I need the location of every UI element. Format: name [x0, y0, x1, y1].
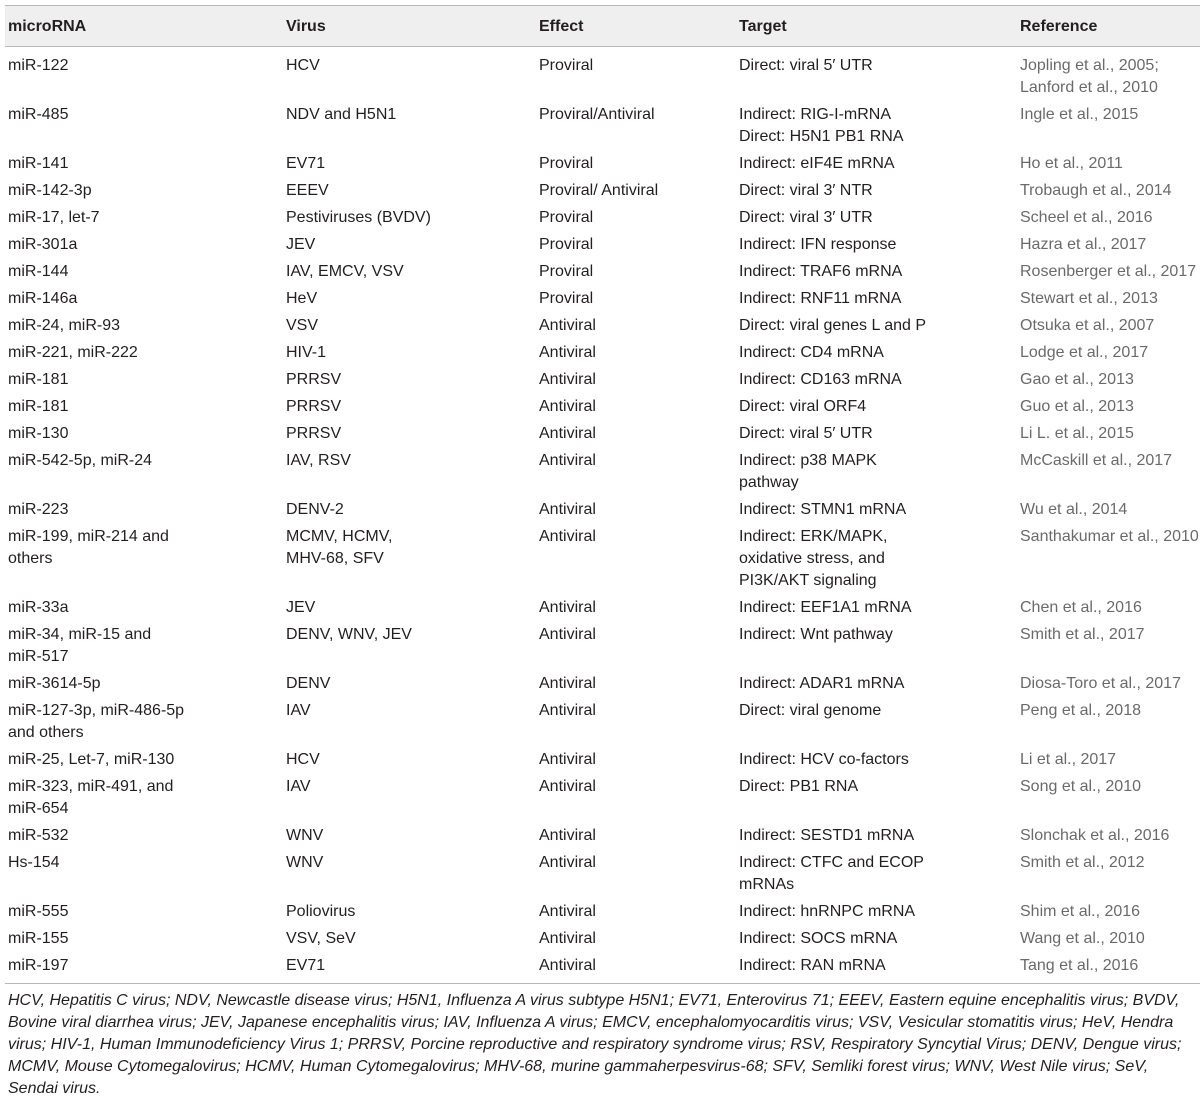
cell-effect: Proviral [539, 155, 594, 172]
cell-reference: Trobaugh et al., 2014 [1020, 182, 1172, 199]
cell-target: Indirect: STMN1 mRNA [739, 501, 907, 518]
cell-target: Indirect: SOCS mRNA [739, 930, 898, 947]
cell-virus: JEV [286, 599, 316, 616]
cell-virus: DENV-2 [286, 501, 344, 518]
cell-microrna: miR-141 [8, 155, 69, 172]
cell-effect: Proviral [539, 290, 594, 307]
cell-target: Indirect: EEF1A1 mRNA [739, 599, 912, 616]
cell-reference: Tang et al., 2016 [1020, 957, 1139, 974]
cell-effect: Antiviral [539, 425, 596, 442]
cell-reference: Wang et al., 2010 [1020, 930, 1145, 947]
cell-microrna: miR-33a [8, 599, 69, 616]
table-row [5, 697, 1200, 746]
cell-effect: Antiviral [539, 528, 596, 545]
cell-effect: Antiviral [539, 675, 596, 692]
cell-microrna: miR-155 [8, 930, 69, 947]
cell-microrna: Hs-154 [8, 854, 60, 871]
table-row [5, 231, 1200, 258]
cell-target: Indirect: ADAR1 mRNA [739, 675, 905, 692]
cell-target: Indirect: SESTD1 mRNA [739, 827, 915, 844]
cell-reference: Slonchak et al., 2016 [1020, 827, 1170, 844]
cell-effect: Proviral/ Antiviral [539, 182, 659, 199]
table-row [5, 339, 1200, 366]
cell-effect: Antiviral [539, 827, 596, 844]
cell-target: Direct: viral 3′ NTR [739, 182, 873, 199]
cell-virus: EV71 [286, 957, 326, 974]
cell-effect: Antiviral [539, 398, 596, 415]
cell-virus: Pestiviruses (BVDV) [286, 209, 431, 226]
cell-effect: Antiviral [539, 371, 596, 388]
cell-microrna: miR-142-3p [8, 182, 92, 199]
table-row [5, 952, 1200, 984]
cell-microrna: miR-130 [8, 425, 69, 442]
table-row [5, 177, 1200, 204]
cell-virus: PRRSV [286, 398, 342, 415]
cell-target: Indirect: p38 MAPK pathway [739, 452, 877, 491]
cell-target: Direct: viral 5′ UTR [739, 425, 873, 442]
cell-virus: HCV [286, 751, 320, 768]
table-container [5, 5, 1199, 1100]
cell-target: Direct: viral 3′ UTR [739, 209, 873, 226]
cell-reference: Santhakumar et al., 2010 [1020, 528, 1199, 545]
cell-target: Indirect: HCV co-factors [739, 751, 909, 768]
cell-microrna: miR-3614-5p [8, 675, 101, 692]
cell-reference: Li et al., 2017 [1020, 751, 1117, 768]
cell-target: Direct: viral 5′ UTR [739, 57, 873, 74]
cell-effect: Antiviral [539, 317, 596, 334]
cell-effect: Proviral [539, 209, 594, 226]
cell-virus: VSV, SeV [286, 930, 356, 947]
cell-effect: Antiviral [539, 751, 596, 768]
cell-virus: DENV, WNV, JEV [286, 626, 412, 643]
table-row [5, 523, 1200, 594]
cell-virus: EEEV [286, 182, 329, 199]
cell-reference: Hazra et al., 2017 [1020, 236, 1147, 253]
table-row [5, 849, 1200, 898]
cell-reference: Li L. et al., 2015 [1020, 425, 1134, 442]
cell-virus: EV71 [286, 155, 326, 172]
cell-reference: Guo et al., 2013 [1020, 398, 1134, 415]
cell-virus: JEV [286, 236, 316, 253]
table-row [5, 258, 1200, 285]
header-virus: Virus [286, 18, 326, 35]
table-row [5, 670, 1200, 697]
cell-target: Indirect: RIG-I-mRNA Direct: H5N1 PB1 RNA [739, 106, 904, 145]
table-row [5, 420, 1200, 447]
cell-virus: IAV, EMCV, VSV [286, 263, 404, 280]
cell-target: Indirect: CD4 mRNA [739, 344, 884, 361]
table-row [5, 150, 1200, 177]
microrna-table [5, 5, 1200, 984]
cell-reference: Peng et al., 2018 [1020, 702, 1141, 719]
cell-target: Indirect: TRAF6 mRNA [739, 263, 903, 280]
cell-target: Indirect: IFN response [739, 236, 897, 253]
cell-reference: Smith et al., 2012 [1020, 854, 1145, 871]
cell-effect: Proviral [539, 236, 594, 253]
cell-target: Indirect: eIF4E mRNA [739, 155, 895, 172]
cell-reference: Rosenberger et al., 2017 [1020, 263, 1197, 280]
header-row [5, 6, 1200, 47]
cell-target: Indirect: hnRNPC mRNA [739, 903, 916, 920]
cell-virus: IAV [286, 778, 311, 795]
cell-effect: Antiviral [539, 930, 596, 947]
cell-virus: WNV [286, 827, 324, 844]
table-row [5, 312, 1200, 339]
table-row [5, 594, 1200, 621]
cell-reference: Shim et al., 2016 [1020, 903, 1141, 920]
cell-virus: VSV [286, 317, 319, 334]
cell-virus: PRRSV [286, 371, 342, 388]
cell-microrna: miR-146a [8, 290, 78, 307]
cell-virus: HeV [286, 290, 318, 307]
cell-target: Indirect: Wnt pathway [739, 626, 893, 643]
cell-reference: Ho et al., 2011 [1020, 155, 1123, 172]
cell-reference: Wu et al., 2014 [1020, 501, 1128, 518]
cell-virus: PRRSV [286, 425, 342, 442]
cell-effect: Antiviral [539, 599, 596, 616]
table-footnote: HCV, Hepatitis C virus; NDV, Newcastle disease virus; H5N1, Influenza A virus subtype H5N1; EV71, Enterovirus 71; EEEV, Eastern equine encephalitis virus; BVDV, Bovine viral diarrhea virus; JEV, Japanese encephalitis virus; IAV, Influenza A virus; EMCV, encephalomyocarditis virus; VSV, Vesicular stomatitis virus; HeV, Hendra virus; HIV-1, Human Immunodeficiency Virus 1; PRRSV, Porcine reproductive and respiratory syndrome virus; RSV, Respiratory Syncytial Virus; DENV, Dengue virus; MCMV, Mouse Cytomegalovirus; HCMV, Human Cytomegalovirus; MHV-68, murine gammaherpesvirus-68; SFV, Semliki forest virus; WNV, West Nile virus; SeV, Sendai virus. [8, 992, 1182, 1097]
cell-microrna: miR-144 [8, 263, 69, 280]
table-header [5, 6, 1200, 47]
table-row [5, 366, 1200, 393]
cell-microrna: miR-532 [8, 827, 69, 844]
cell-reference: Smith et al., 2017 [1020, 626, 1145, 643]
table-row [5, 447, 1200, 496]
cell-virus: HIV-1 [286, 344, 327, 361]
cell-microrna: miR-301a [8, 236, 78, 253]
table-row [5, 101, 1200, 150]
cell-microrna: miR-485 [8, 106, 69, 123]
cell-effect: Antiviral [539, 957, 596, 974]
cell-microrna: miR-34, miR-15 and miR-517 [8, 626, 152, 665]
cell-virus: Poliovirus [286, 903, 356, 920]
cell-microrna: miR-25, Let-7, miR-130 [8, 751, 175, 768]
cell-reference: Jopling et al., 2005; Lanford et al., 2010 [1020, 57, 1159, 96]
table-row [5, 204, 1200, 231]
table-row [5, 621, 1200, 670]
cell-microrna: miR-181 [8, 371, 69, 388]
cell-virus: MCMV, HCMV, MHV-68, SFV [286, 528, 393, 567]
table-row [5, 773, 1200, 822]
cell-target: Direct: PB1 RNA [739, 778, 859, 795]
cell-effect: Antiviral [539, 452, 596, 469]
cell-effect: Antiviral [539, 903, 596, 920]
cell-microrna: miR-17, let-7 [8, 209, 100, 226]
cell-reference: Otsuka et al., 2007 [1020, 317, 1155, 334]
table-row [5, 47, 1200, 102]
cell-effect: Antiviral [539, 778, 596, 795]
table-row [5, 285, 1200, 312]
cell-reference: Lodge et al., 2017 [1020, 344, 1149, 361]
cell-microrna: miR-122 [8, 57, 69, 74]
cell-microrna: miR-127-3p, miR-486-5p and others [8, 702, 185, 741]
cell-virus: WNV [286, 854, 324, 871]
header-microrna: microRNA [8, 18, 87, 35]
table-row [5, 496, 1200, 523]
cell-target: Direct: viral genes L and P [739, 317, 927, 334]
table-row [5, 393, 1200, 420]
cell-target: Indirect: RNF11 mRNA [739, 290, 902, 307]
cell-microrna: miR-181 [8, 398, 69, 415]
cell-microrna: miR-221, miR-222 [8, 344, 138, 361]
cell-target: Indirect: RAN mRNA [739, 957, 886, 974]
cell-virus: NDV and H5N1 [286, 106, 397, 123]
cell-microrna: miR-555 [8, 903, 69, 920]
header-reference: Reference [1020, 18, 1098, 35]
cell-virus: HCV [286, 57, 320, 74]
cell-target: Direct: viral ORF4 [739, 398, 867, 415]
cell-microrna: miR-199, miR-214 and others [8, 528, 169, 567]
cell-reference: Gao et al., 2013 [1020, 371, 1134, 388]
table-row [5, 822, 1200, 849]
cell-microrna: miR-323, miR-491, and miR-654 [8, 778, 174, 817]
cell-microrna: miR-223 [8, 501, 69, 518]
cell-reference: McCaskill et al., 2017 [1020, 452, 1173, 469]
cell-virus: DENV [286, 675, 331, 692]
cell-virus: IAV, RSV [286, 452, 351, 469]
cell-reference: Chen et al., 2016 [1020, 599, 1142, 616]
cell-reference: Diosa-Toro et al., 2017 [1020, 675, 1181, 692]
cell-effect: Antiviral [539, 626, 596, 643]
cell-effect: Antiviral [539, 854, 596, 871]
cell-reference: Song et al., 2010 [1020, 778, 1141, 795]
cell-target: Direct: viral genome [739, 702, 882, 719]
cell-target: Indirect: CD163 mRNA [739, 371, 902, 388]
table-row [5, 898, 1200, 925]
cell-target: Indirect: ERK/MAPK, oxidative stress, and PI3K/AKT signaling [739, 528, 888, 589]
cell-microrna: miR-24, miR-93 [8, 317, 121, 334]
cell-effect: Proviral [539, 57, 594, 74]
cell-effect: Proviral [539, 263, 594, 280]
cell-microrna: miR-542-5p, miR-24 [8, 452, 153, 469]
cell-effect: Antiviral [539, 344, 596, 361]
table-body [5, 47, 1200, 984]
cell-effect: Proviral/Antiviral [539, 106, 655, 123]
table-row [5, 746, 1200, 773]
cell-virus: IAV [286, 702, 311, 719]
table-row [5, 925, 1200, 952]
cell-reference: Ingle et al., 2015 [1020, 106, 1139, 123]
cell-reference: Scheel et al., 2016 [1020, 209, 1153, 226]
cell-reference: Stewart et al., 2013 [1020, 290, 1158, 307]
cell-microrna: miR-197 [8, 957, 69, 974]
cell-effect: Antiviral [539, 501, 596, 518]
header-target: Target [739, 18, 787, 35]
cell-target: Indirect: CTFC and ECOP mRNAs [739, 854, 924, 893]
cell-effect: Antiviral [539, 702, 596, 719]
header-effect: Effect [539, 18, 584, 35]
